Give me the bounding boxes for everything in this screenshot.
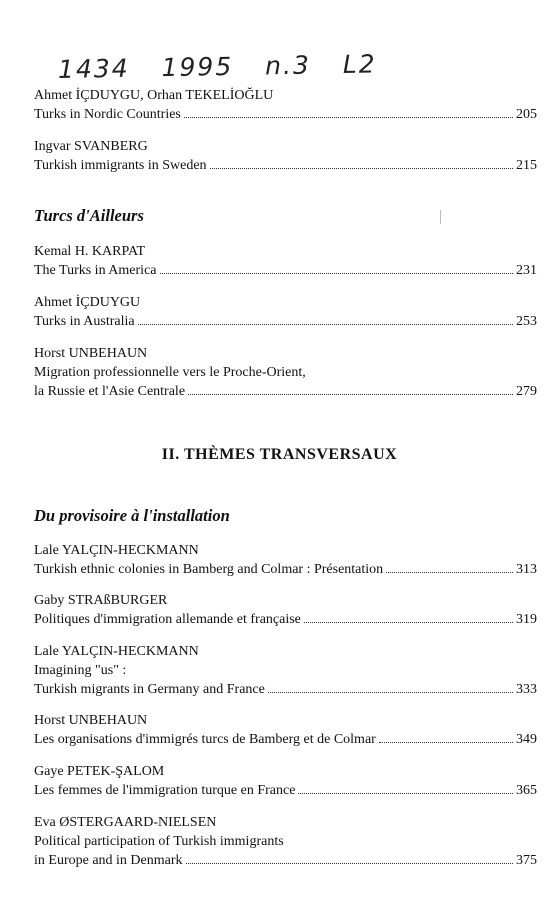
entry-author: Ahmet İÇDUYGU	[34, 295, 141, 310]
entry-title-line	[34, 781, 537, 800]
entry-page-number: 215	[516, 158, 537, 173]
entry-page-number: 349	[516, 732, 537, 747]
entry-author: Gaye PETEK-ŞALOM	[34, 764, 165, 779]
entry-title: The Turks in America	[34, 263, 157, 278]
toc-entry	[34, 813, 537, 870]
entry-title-line	[34, 730, 537, 749]
entry-author: Gaby STRAßBURGER	[34, 593, 168, 608]
entry-author: Kemal H. KARPAT	[34, 244, 146, 259]
entry-title: Politiques d'immigration allemande et française	[34, 612, 301, 627]
entry-title-continued: in Europe and in Denmark	[34, 853, 183, 868]
entry-author: Ahmet İÇDUYGU, Orhan TEKELİOĞLU	[34, 88, 274, 103]
dot-leader	[298, 793, 513, 794]
handwritten-issue: n.3	[264, 50, 312, 81]
entry-title-line	[34, 560, 537, 579]
entry-author: Horst UNBEHAUN	[34, 713, 148, 728]
entry-title: Turks in Australia	[34, 314, 135, 329]
handwritten-number: 1434	[57, 53, 130, 84]
entry-title-continued: la Russie et l'Asie Centrale	[34, 384, 186, 399]
toc-entry	[34, 137, 537, 175]
entry-page-number: 319	[516, 612, 537, 627]
entry-title: Turkish ethnic colonies in Bamberg and Colmar : Présentation	[34, 562, 384, 577]
dot-leader	[184, 117, 513, 118]
toc-entry	[34, 711, 537, 749]
entry-title-line	[34, 261, 537, 280]
entry-title: Migration professionnelle vers le Proche-Orient,	[34, 365, 306, 380]
entry-page-number: 231	[516, 263, 537, 278]
dot-leader	[188, 394, 513, 395]
entry-page-number: 365	[516, 783, 537, 798]
entry-title: Les femmes de l'immigration turque en France	[34, 783, 296, 798]
entry-page-number: 205	[516, 107, 537, 122]
toc-entry	[34, 541, 537, 579]
entry-title-line	[34, 105, 537, 124]
dot-leader	[186, 863, 513, 864]
entry-author: Lale YALÇIN-HECKMANN	[34, 543, 199, 558]
dot-leader	[379, 742, 513, 743]
toc-entry	[34, 293, 537, 331]
entry-title: Imagining "us" :	[34, 663, 127, 678]
entry-title-line	[34, 680, 537, 699]
entry-title-line	[34, 610, 537, 629]
entry-page-number: 279	[516, 384, 537, 399]
section-heading: Turcs d'Ailleurs	[34, 206, 144, 225]
toc-entry	[34, 591, 537, 629]
toc-entry	[34, 86, 537, 124]
entry-title-continued: Turkish migrants in Germany and France	[34, 682, 265, 697]
entry-title: Turks in Nordic Countries	[34, 107, 181, 122]
entry-author: Lale YALÇIN-HECKMANN	[34, 644, 199, 659]
entry-page-number: 375	[516, 853, 537, 868]
entry-page-number: 253	[516, 314, 537, 329]
entry-page-number: 313	[516, 562, 537, 577]
entry-title: Les organisations d'immigrés turcs de Bamberg et de Colmar	[34, 732, 376, 747]
entry-page-number: 333	[516, 682, 537, 697]
section-heading: Du provisoire à l'installation	[34, 506, 230, 525]
part-title: II. THÈMES TRANSVERSAUX	[161, 446, 398, 463]
handwritten-code: L2	[342, 49, 377, 79]
handwritten-year: 1995	[161, 51, 234, 83]
entry-title-line	[34, 312, 537, 331]
entry-author: Ingvar SVANBERG	[34, 139, 148, 154]
entry-title-line	[34, 382, 537, 401]
entry-author: Eva ØSTERGAARD-NIELSEN	[34, 815, 217, 830]
handwritten-shelf-mark	[58, 49, 399, 84]
entry-title-line	[34, 851, 537, 870]
dot-leader	[210, 168, 513, 169]
scan-mark	[440, 210, 441, 224]
toc-entry	[34, 242, 537, 280]
dot-leader	[138, 324, 513, 325]
toc-entry	[34, 762, 537, 800]
toc-entry	[34, 642, 537, 699]
entry-title-line	[34, 156, 537, 175]
entry-title: Political participation of Turkish immigrants	[34, 834, 284, 849]
dot-leader	[304, 622, 513, 623]
dot-leader	[386, 572, 513, 573]
entry-title: Turkish immigrants in Sweden	[34, 158, 207, 173]
dot-leader	[160, 273, 514, 274]
entry-author: Horst UNBEHAUN	[34, 346, 148, 361]
toc-entry	[34, 344, 537, 401]
dot-leader	[268, 692, 513, 693]
